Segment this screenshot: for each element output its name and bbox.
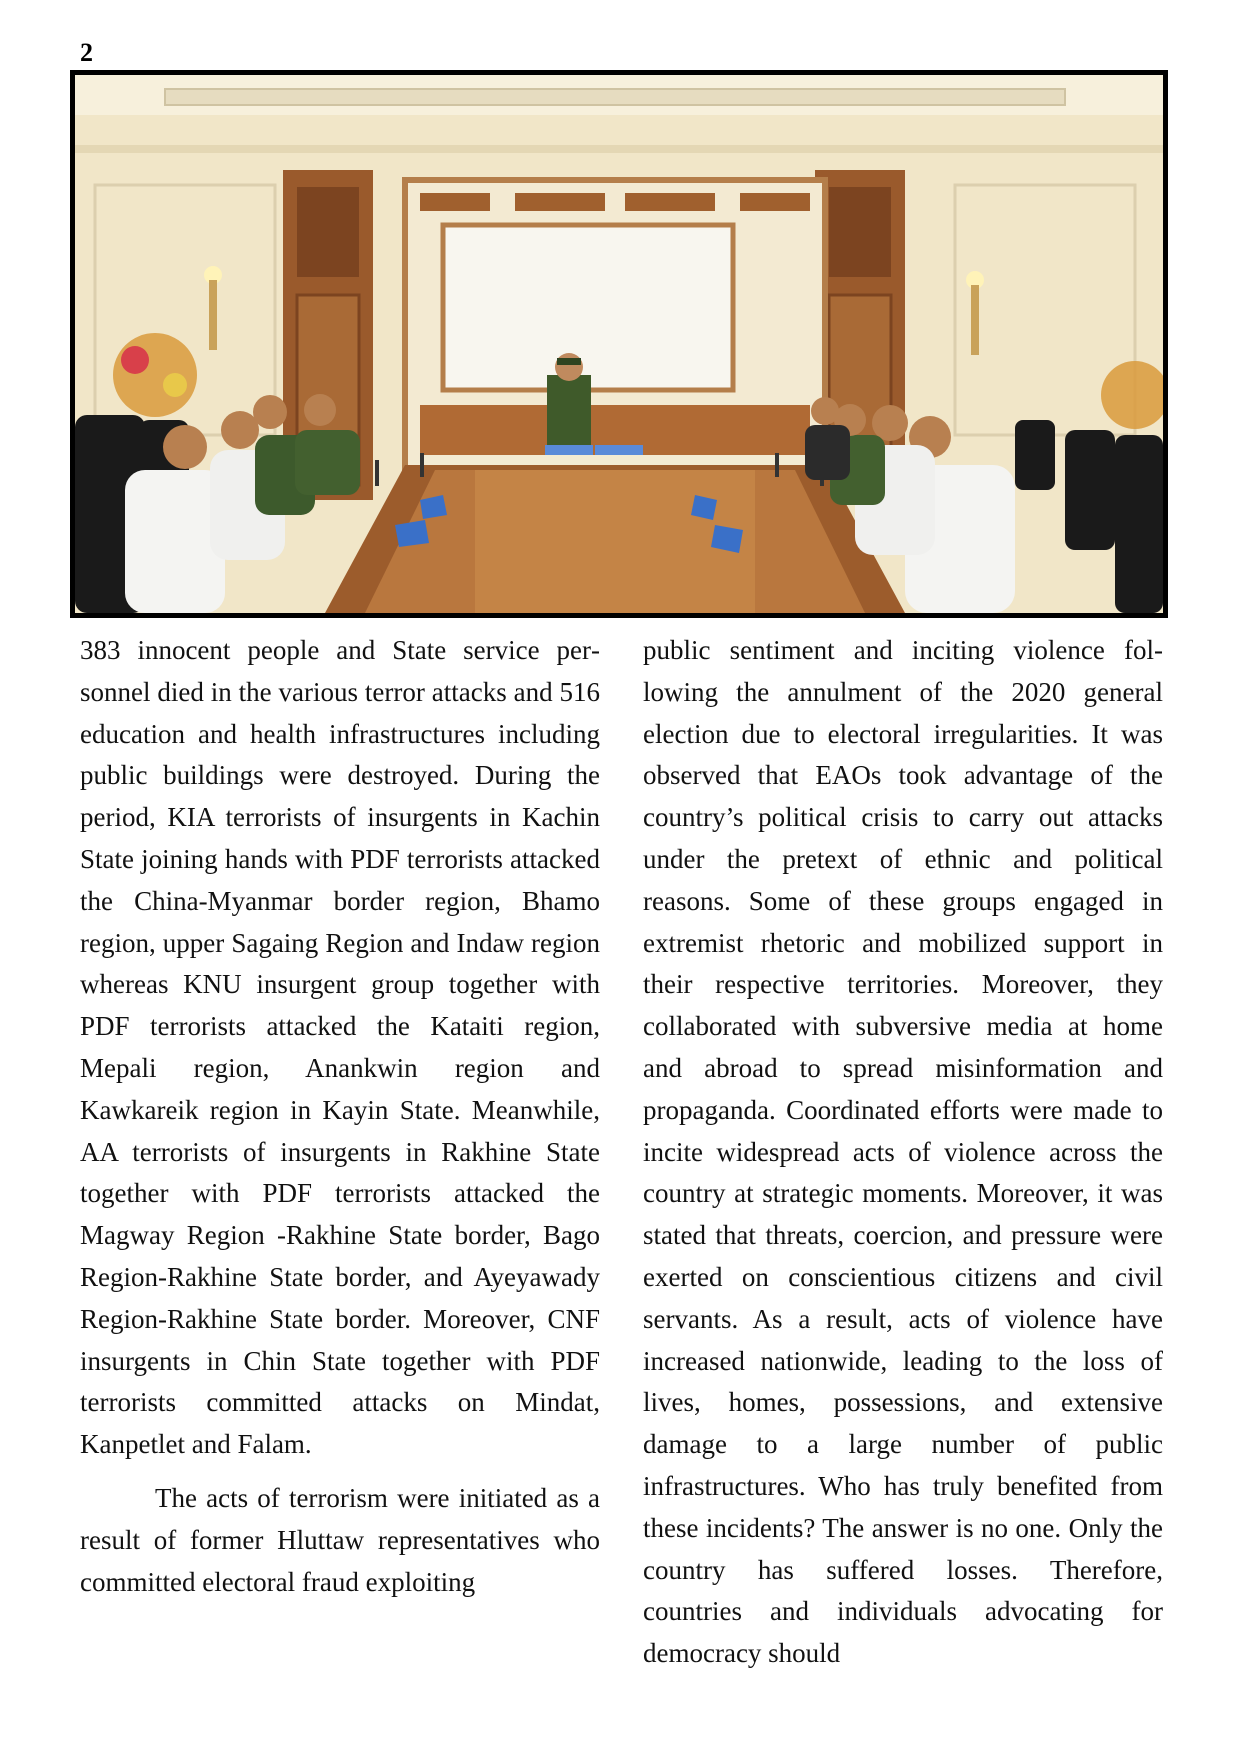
left-paragraph-2: The acts of terrorism were initiated as a result of former Hluttaw representatives who committed electoral fraud exploiting xyxy=(80,1482,600,1597)
meeting-room-photo xyxy=(70,70,1168,618)
article-left-column xyxy=(80,630,600,1603)
page-number: 2 xyxy=(80,38,93,67)
right-paragraph-1: public sentiment and inciting violence following the annulment of the 2020 general election due to electoral irregularities. It was observed that EAOs took advantage of the country’s political crisis to carry out attacks under the pretext of ethnic and political reasons. Some of these groups engaged in extremist rhetoric and mobilized support in their respective territories. Moreover, they collaborated with subversive media at home and abroad to spread misinformation and propaganda. Coordinated efforts were made to incite widespread acts of violence across the country at strategic moments. Moreover, it was stated that threats, coercion, and pressure were exerted on conscientious citizens and civil servants. As a result, acts of violence have increased nationwide, leading to the loss of lives, homes, possessions, and extensive damage to a large number of public infrastructures. Who has truly benefited from these incidents? The answer is no one. Only the country has suffered losses. Therefore, countries and individuals advocating for democracy should xyxy=(643,635,1163,1669)
article-right-column xyxy=(643,630,1163,1675)
meeting-room-illustration xyxy=(75,75,1163,613)
left-paragraph-1: 383 innocent people and State service personnel died in the various terror attacks and 516 education and health infrastructures including public buildings were destroyed. During the period, KIA terrorists of insurgents in Kachin State joining hands with PDF terrorists attacked the China-Myanmar border region, Bhamo region, upper Sagaing Region and Indaw region whereas KNU insurgent group together with PDF terrorists attacked the Kataiti region, Mepali region, Anankwin region and Kawkareik region in Kayin State. Meanwhile, AA terrorists of insurgents in Rakhine State together with PDF terrorists attacked the Magway Region -Rakhine State border, Bago Region-Rakhine State border, and Ayeyawady Region-Rakhine State border. Moreover, CNF insurgents in Chin State together with PDF terrorists committed attacks on Mindat, Kanpetlet and Falam. xyxy=(80,635,600,1460)
